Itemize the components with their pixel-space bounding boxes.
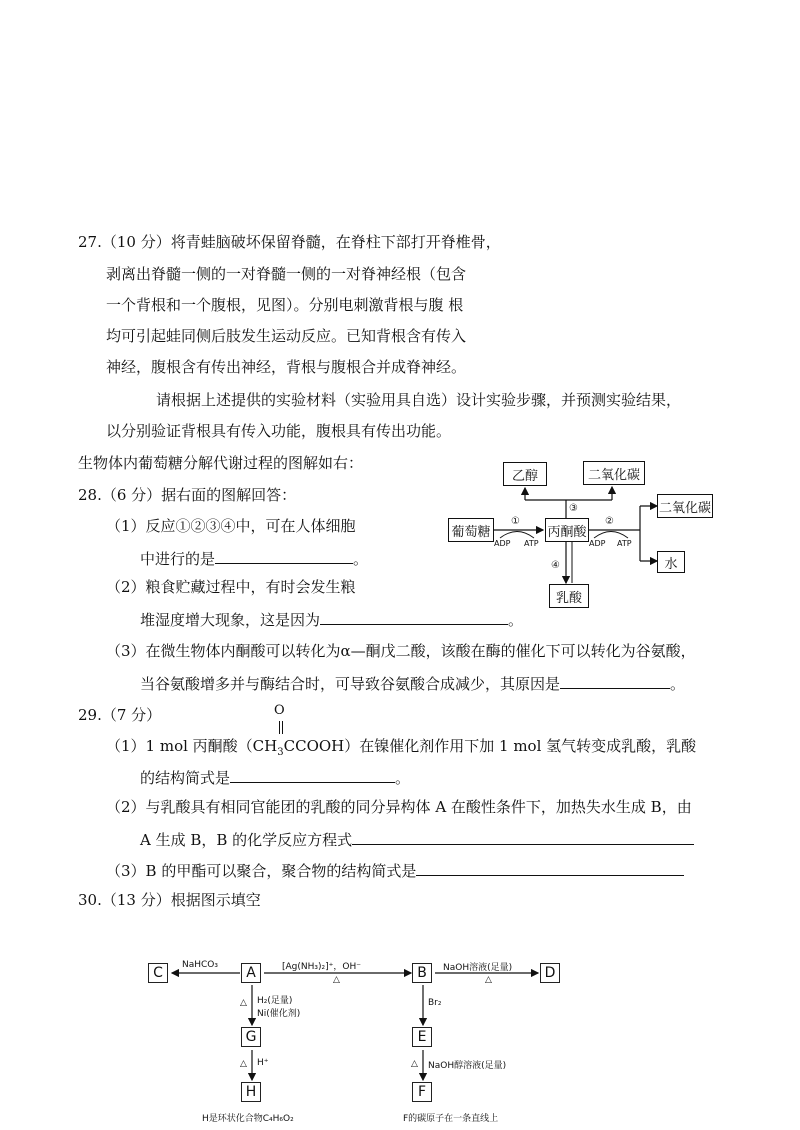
reaction-1-label: ①: [511, 516, 520, 527]
q27-line4: 均可引起蛙同侧后肢发生运动反应。已知背根含有传入: [106, 327, 467, 345]
q30-heading: 30.（13 分）根据图示填空: [78, 891, 261, 909]
compound-g-box: G: [241, 1027, 261, 1047]
q29-part1c: 的结构简式是 。: [140, 769, 411, 787]
q27-line7: 以分别验证背根具有传入功能，腹根具有传出功能。: [106, 422, 452, 440]
compound-a-box: A: [241, 963, 261, 983]
q28-heading: 28.（6 分）据右面的图解回答：: [78, 486, 297, 504]
q29-part1a: （1）1 mol 丙酮酸$(CH_3CCOOH)$在镍催化剂作用下加 1 mol 氢气转变成乳酸，乳酸: [106, 737, 697, 758]
compound-b-box: B: [412, 963, 432, 983]
q27-line2: 剥离出脊髓一侧的一对脊髓一侧的一对脊神经根（包含: [106, 265, 467, 283]
q28-part2a: （2）粮食贮藏过程中，有时会发生粮: [106, 578, 356, 596]
nahco3-reagent: NaHCO₃: [182, 960, 218, 970]
water-box: 水: [657, 551, 685, 573]
h-compound-note: H是环状化合物C₄H₆O₂: [202, 1114, 294, 1124]
naoh-solution-reagent: NaOH溶液(足量): [443, 963, 513, 973]
carbonyl-oxygen: O: [274, 703, 285, 718]
reaction-3-label: ③: [569, 503, 578, 514]
q27-line1: 27.（10 分）将青蛙脑破坏保留脊髓，在脊柱下部打开脊椎骨，: [78, 233, 501, 251]
q27-line6: 请根据上述提供的实验材料（实验用具自选）设计实验步骤，并预测实验结果，: [156, 391, 682, 409]
naoh-alcohol-reagent: NaOH醇溶液(足量): [428, 1061, 507, 1071]
ethanol-box: 乙醇: [503, 462, 547, 486]
atp-label-1: ATP: [524, 539, 539, 548]
q29-part2b: A 生成 B，B 的化学反应方程式: [140, 829, 694, 850]
q28-part3a: （3）在微生物体内酮酸可以转化为α—酮戊二酸，该酸在酶的催化下可以转化为谷氨酸，: [106, 642, 696, 660]
q29-part2a: （2）与乳酸具有相同官能团的乳酸的同分异构体 A 在酸性条件下，加热失水生成 B，由: [106, 798, 692, 816]
compound-h-box: H: [241, 1082, 261, 1102]
adp-label-2: ADP: [589, 539, 606, 548]
q27-line5: 神经，腹根含有传出神经，背根与腹根合并成脊神经。: [106, 358, 467, 376]
heat-symbol: △: [240, 998, 247, 1008]
hydrogen-reagent: H₂(足量): [257, 996, 293, 1006]
glucose-box: 葡萄糖: [448, 518, 494, 542]
bromine-reagent: Br₂: [428, 998, 442, 1008]
acid-reagent: H⁺: [257, 1058, 269, 1068]
lactic-acid-box: 乳酸: [549, 584, 589, 608]
adp-label-1: ADP: [494, 539, 511, 548]
metabolism-intro: 生物体内葡萄糖分解代谢过程的图解如右：: [78, 454, 364, 472]
co2-box-right: 二氧化碳: [657, 494, 713, 518]
heat-symbol: △: [240, 1059, 247, 1069]
compound-c-box: C: [148, 963, 168, 983]
tollens-reagent: [Ag(NH₃)₂]⁺，OH⁻: [282, 962, 361, 972]
compound-f-box: F: [412, 1082, 432, 1102]
q29-heading: 29.（7 分）: [78, 706, 162, 724]
atp-label-2: ATP: [617, 539, 632, 548]
heat-symbol: △: [333, 975, 340, 985]
reaction-4-label: ④: [551, 560, 560, 571]
q28-part3b: 当谷氨酸增多并与酶结合时，可导致谷氨酸合成减少，其原因是 。: [140, 675, 686, 693]
nickel-catalyst: Ni(催化剂): [257, 1009, 301, 1019]
q27-line3: 一个背根和一个腹根，见图）。分别电刺激背根与腹 根: [106, 296, 464, 314]
compound-d-box: D: [540, 963, 560, 983]
q28-part1b: 中进行的是 。: [140, 550, 369, 568]
compound-e-box: E: [412, 1027, 432, 1047]
q28-part2b: 堆湿度增大现象，这是因为 。: [140, 611, 524, 629]
co2-box-top: 二氧化碳: [583, 461, 645, 485]
heat-symbol: △: [411, 1059, 418, 1069]
heat-symbol: △: [485, 975, 492, 985]
f-compound-note: F的碳原子在一条直线上: [403, 1114, 499, 1124]
reaction-2-label: ②: [605, 516, 614, 527]
q28-part1a: （1）反应①②③④中，可在人体细胞: [106, 517, 356, 535]
q29-part3: （3）B 的甲酯可以聚合，聚合物的结构简式是: [106, 860, 684, 881]
pyruvate-box: 丙酮酸: [545, 518, 589, 542]
